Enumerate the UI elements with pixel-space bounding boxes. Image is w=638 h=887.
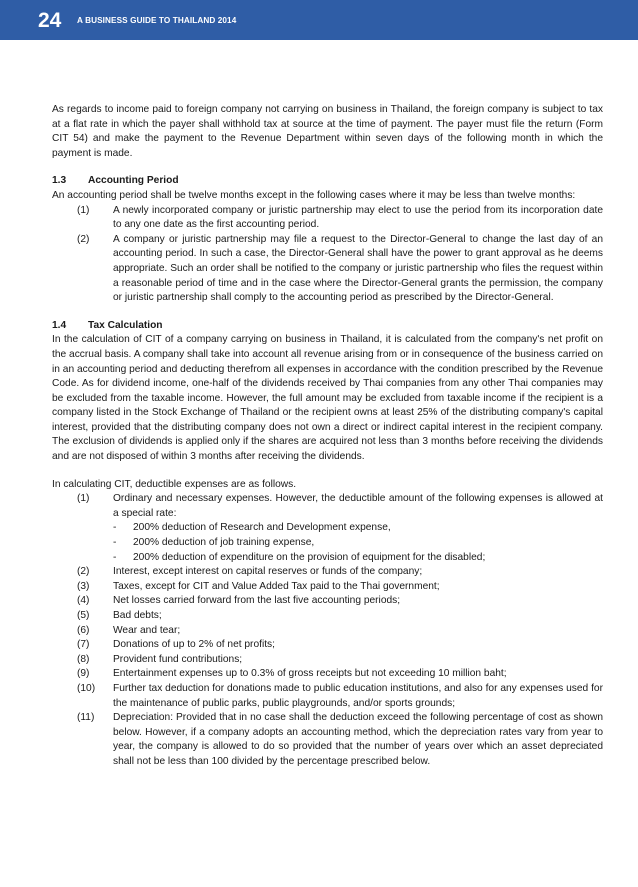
dash-text: 200% deduction of Research and Development expense, [133, 522, 391, 534]
document-body [52, 103, 603, 770]
list-item [52, 711, 603, 769]
list-item [52, 682, 603, 711]
list-item-number: (1) [77, 204, 90, 216]
list-item-number: (2) [77, 566, 90, 578]
dash-item [113, 521, 603, 536]
list-item-number: (8) [77, 653, 90, 665]
section-number: 1.4 [52, 319, 67, 331]
list-item [52, 492, 603, 565]
dash-mark: - [113, 522, 117, 534]
dash-mark: - [113, 551, 117, 563]
list-item [52, 667, 603, 682]
list-item-text: Ordinary and necessary expenses. However, the deductible amount of the following expenses is allowed at a special rate: [113, 493, 603, 519]
list-item-number: (3) [77, 580, 90, 592]
list-item [52, 653, 603, 668]
list-item-text: Net losses carried forward from the last five accounting periods; [113, 595, 401, 607]
list-item-text: A newly incorporated company or juristic partnership may elect to use the period from its incorporation date to any one date as the first accounting period. [113, 204, 603, 231]
special-rate-list [113, 521, 603, 565]
section-number: 1.3 [52, 175, 67, 187]
list-item-text: Depreciation: Provided that in no case shall the deduction exceed the following percentage of cost as shown below. However, if a company adopts an accounting method, which the depreciation rates vary from year to year, the company is allowed to do so provided that the number of years over which an asset depreciated shall not be less than 100 divided by the percentage prescribed below. [113, 712, 603, 767]
list-item [52, 204, 603, 233]
list-item [52, 624, 603, 639]
section-title: Tax Calculation [88, 319, 163, 331]
list-item-number: (4) [77, 595, 90, 607]
accounting-period-list [52, 204, 603, 306]
list-item-number: (6) [77, 624, 90, 636]
list-item [52, 609, 603, 624]
list-item [52, 580, 603, 595]
list-item-number: (7) [77, 639, 90, 651]
intro-paragraph: As regards to income paid to foreign company not carrying on business in Thailand, the foreign company is subject to tax at a flat rate in which the payer shall withhold tax at source at the time of payment. The payer must file the return (Form CIT 54) and make the payment to the Revenue Department within seven days of the following month in which the payment is made. [52, 104, 603, 159]
deductible-expenses-list [52, 492, 603, 769]
guide-title: A BUSINESS GUIDE TO THAILAND 2014 [77, 16, 237, 25]
section-heading-1-4 [52, 319, 603, 334]
dash-text: 200% deduction of job training expense, [133, 537, 315, 549]
list-item [52, 638, 603, 653]
tax-calculation-paragraph: In the calculation of CIT of a company carrying on business in Thailand, it is calculated from the company's net profit on the accrual basis. A company shall take into account all revenue arising from or in consequence of the business carried on in an accounting period and deducting therefrom all expenses in accordance with the condition prescribed by the Revenue Code. As for dividend income, one-half of the dividends received by Thai companies from any other Thai companies may be excluded from the taxable income. However, the full amount may be excluded from taxable income if the recipient is a company listed in the Stock Exchange of Thailand or the recipient owns at least 25% of the distributing company's capital interest, provided that the distributing company does not own a direct or indirect capital interest in the recipient company. The exclusion of dividends is applied only if the shares are acquired not less than 3 months before receiving the dividends and are not disposed of within 3 months after receiving the dividends. [52, 334, 603, 463]
list-item-text: Donations of up to 2% of net profits; [113, 639, 275, 651]
list-item-number: (1) [77, 493, 90, 505]
list-item-number: (5) [77, 610, 90, 621]
header-band [0, 0, 638, 40]
list-item-text: Interest, except interest on capital reserves or funds of the company; [113, 566, 423, 578]
list-item [52, 233, 603, 306]
list-item-text: Bad debts; [113, 610, 162, 621]
deductible-intro: In calculating CIT, deductible expenses are as follows. [52, 478, 297, 490]
list-item-text: A company or juristic partnership may file a request to the Director-General to change the last day of an accounting period. In such a case, the Director-General shall have the power to grant approval as he deems appropriate. Such an order shall be notified to the company or juristic partnership who files the request within a reasonable period of time and in the case where the Director-General grants the permission, the company or juristic partnership shall comply to the accounting period as prescribed by the Director-General. [113, 233, 603, 304]
list-item [52, 565, 603, 580]
page-number: 24 [38, 9, 62, 32]
accounting-period-paragraph: An accounting period shall be twelve months except in the following cases where it may be less than twelve months: [52, 189, 576, 201]
list-item-number: (10) [77, 682, 96, 694]
section-heading-1-3 [52, 174, 603, 189]
list-item-text: Further tax deduction for donations made to public education institutions, and also for any expenses used for the maintenance of public parks, public playgrounds, and/or sports grounds; [113, 682, 603, 709]
list-item-text: Wear and tear; [113, 624, 181, 636]
list-item [52, 594, 603, 609]
dash-item [113, 536, 603, 551]
list-item-text: Taxes, except for CIT and Value Added Tax paid to the Thai government; [113, 580, 440, 592]
list-item-number: (2) [77, 233, 90, 245]
dash-item [113, 551, 603, 566]
list-item-number: (11) [77, 712, 95, 724]
list-item-number: (9) [77, 668, 90, 680]
dash-text: 200% deduction of expenditure on the provision of equipment for the disabled; [133, 551, 486, 563]
list-item-text: Provident fund contributions; [113, 653, 243, 665]
list-item-text: Entertainment expenses up to 0.3% of gross receipts but not exceeding 10 million baht; [113, 668, 507, 680]
section-title: Accounting Period [88, 175, 179, 187]
dash-mark: - [113, 537, 117, 549]
